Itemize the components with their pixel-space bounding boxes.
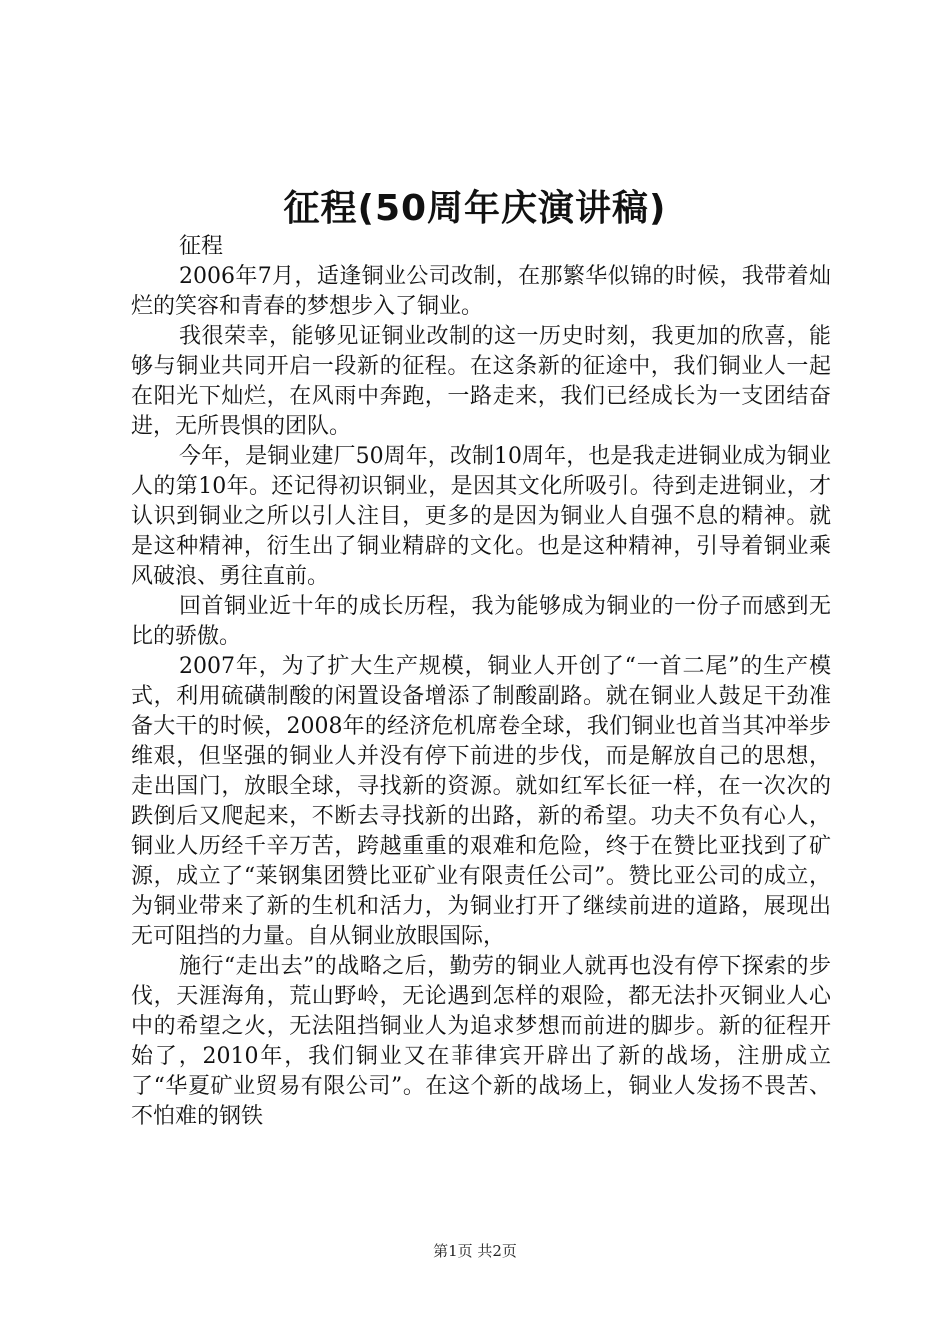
document-body	[131, 232, 831, 1132]
paragraph: 我很荣幸，能够见证铜业改制的这一历史时刻，我更加的欣喜，能够与铜业共同开启一段新的征程。在这条新的征途中，我们铜业人一起在阳光下灿烂，在风雨中奔跑，一路走来，我们已经成长为一支团结奋进，无所畏惧的团队。	[131, 324, 831, 439]
paragraph: 今年，是铜业建厂50周年，改制10周年，也是我走进铜业成为铜业人的第10年。还记得初识铜业，是因其文化所吸引。待到走进铜业，才认识到铜业之所以引人注目，更多的是因为铜业人自强不息的精神。就是这种精神，衍生出了铜业精辟的文化。也是这种精神，引导着铜业乘风破浪、勇往直前。	[131, 444, 831, 589]
paragraph: 回首铜业近十年的成长历程，我为能够成为铜业的一份子而感到无比的骄傲。	[131, 594, 831, 649]
paragraph: 2006年7月，适逢铜业公司改制，在那繁华似锦的时候，我带着灿烂的笑容和青春的梦想步入了铜业。	[131, 264, 831, 319]
paragraph: 施行“走出去”的战略之后，勤劳的铜业人就再也没有停下探索的步伐，天涯海角，荒山野岭，无论遇到怎样的艰险，都无法扑灭铜业人心中的希望之火，无法阻挡铜业人为追求梦想而前进的脚步。新的征程开始了，2010年，我们铜业又在菲律宾开辟出了新的战场，注册成立了“华夏矿业贸易有限公司”。在这个新的战场上，铜业人发扬不畏苦、不怕难的钢铁	[131, 954, 831, 1129]
paragraph: 2007年，为了扩大生产规模，铜业人开创了“一首二尾”的生产模式，利用硫磺制酸的闲置设备增添了制酸副路。就在铜业人鼓足干劲准备大干的时候，2008年的经济危机席卷全球，我们铜业也首当其冲举步维艰，但坚强的铜业人并没有停下前进的步伐，而是解放自己的思想，走出国门，放眼全球，寻找新的资源。就如红军长征一样，在一次次的跌倒后又爬起来，不断去寻找新的出路，新的希望。功夫不负有心人，铜业人历经千辛万苦，跨越重重的艰难和危险，终于在赞比亚找到了矿源，成立了“莱钢集团赞比亚矿业有限责任公司”。赞比亚公司的成立，为铜业带来了新的生机和活力，为铜业打开了继续前进的道路，展现出无可阻挡的力量。自从铜业放眼国际，	[131, 654, 831, 949]
page-footer: 第1页 共2页	[433, 1242, 517, 1260]
paragraph: 征程	[179, 234, 224, 259]
document-title: 征程(50周年庆演讲稿)	[283, 188, 667, 229]
